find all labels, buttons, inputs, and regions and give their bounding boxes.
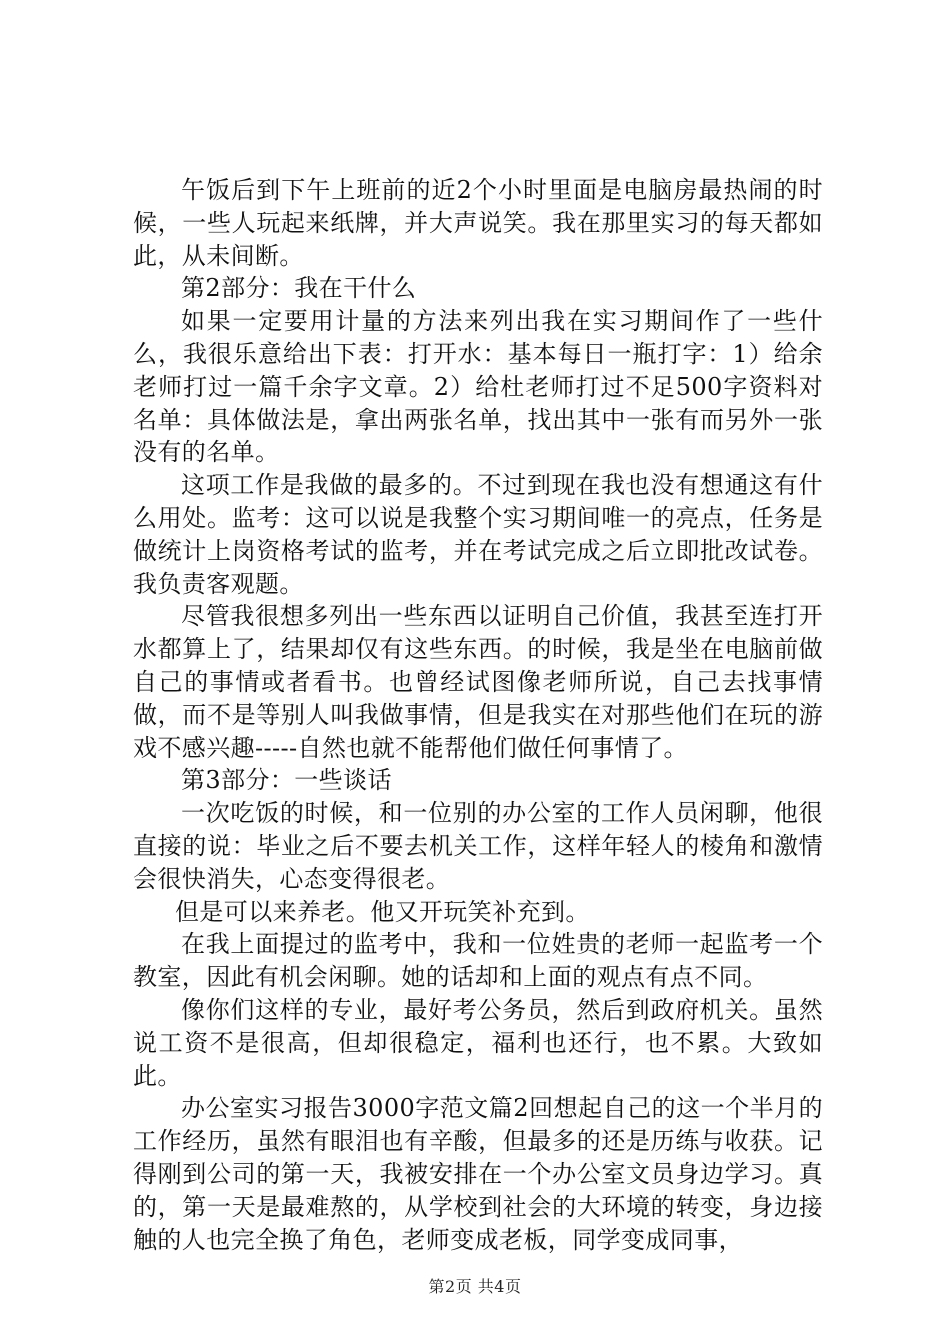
paragraph-8: 像你们这样的专业，最好考公务员，然后到政府机关。虽然说工资不是很高，但却很稳定，福利也还行，也不累。大致如此。: [133, 995, 823, 1090]
paragraph-6: 但是可以来养老。他又开玩笑补充到。: [175, 897, 590, 926]
paragraph-4: 尽管我很想多列出一些东西以证明自己价值，我甚至连打开水都算上了，结果却仅有这些东西。的时候，我是坐在电脑前做自己的事情或者看书。也曾经试图像老师所说，自己去找事情做，而不是等别人叫我做事情，但是我实在对那些他们在玩的游戏不感兴趣-----自然也就不能帮他们做任何事情了。: [133, 602, 823, 762]
section-heading-part-2: 第2部分：我在干什么: [181, 274, 417, 303]
paragraph-7: 在我上面提过的监考中，我和一位姓贵的老师一起监考一个教室，因此有机会闲聊。她的话却和上面的观点有点不同。: [133, 930, 823, 992]
paragraph-9: 办公室实习报告3000字范文篇2回想起自己的这一个半月的工作经历，虽然有眼泪也有辛酸，但最多的还是历练与收获。记得刚到公司的第一天，我被安排在一个办公室文员身边学习。真的，第一天是最难熬的，从学校到社会的大环境的转变，身边接触的人也完全换了角色，老师变成老板，同学变成同事，: [133, 1094, 823, 1254]
document-body: [133, 174, 823, 1256]
paragraph-2: 如果一定要用计量的方法来列出我在实习期间作了一些什么，我很乐意给出下表：打开水：基本每日一瓶打字：1）给余老师打过一篇千余字文章。2）给杜老师打过不足500字资料对名单：具体做法是，拿出两张名单，找出其中一张有而另外一张没有的名单。: [133, 307, 823, 467]
paragraph-5: 一次吃饭的时候，和一位别的办公室的工作人员闲聊，他很直接的说：毕业之后不要去机关工作，这样年轻人的棱角和激情会很快消失，心态变得很老。: [133, 799, 823, 893]
paragraph-3: 这项工作是我做的最多的。不过到现在我也没有想通这有什么用处。监考：这可以说是我整个实习期间唯一的亮点，任务是做统计上岗资格考试的监考，并在考试完成之后立即批改试卷。我负责客观题。: [133, 471, 823, 598]
paragraph-1: 午饭后到下午上班前的近2个小时里面是电脑房最热闹的时候，一些人玩起来纸牌，并大声说笑。我在那里实习的每天都如此，从未间断。: [133, 176, 823, 270]
section-heading-part-3: 第3部分：一些谈话: [181, 766, 392, 795]
page-number-footer: 第2页 共4页: [428, 1277, 522, 1296]
